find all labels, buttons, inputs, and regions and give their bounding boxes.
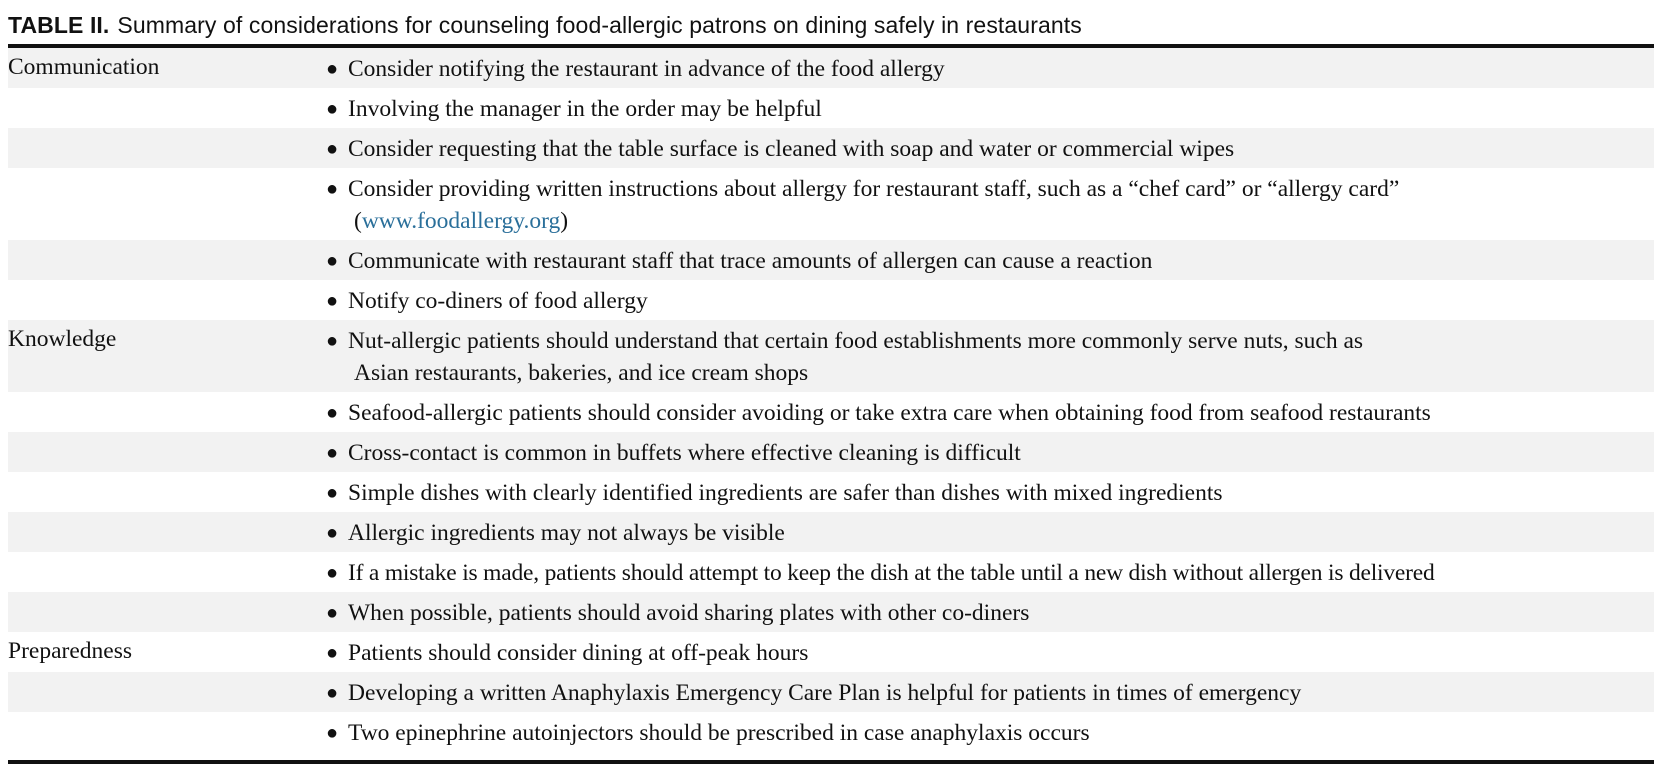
item-cell bbox=[326, 392, 1654, 432]
item-text: Seafood-allergic patients should consider avoiding or take extra care when obtaining food from seafood restaurants bbox=[348, 400, 1431, 426]
table-label: TABLE II. bbox=[8, 12, 110, 38]
item-text: Consider providing written instructions about allergy for restaurant staff, such as a “chef card” or “allergy card” bbox=[348, 176, 1400, 202]
table-row bbox=[8, 472, 1654, 512]
category-cell: Knowledge bbox=[8, 320, 326, 392]
category-cell bbox=[8, 88, 326, 128]
category-cell bbox=[8, 552, 326, 592]
item-cell bbox=[326, 320, 1654, 392]
bullet-icon: ● bbox=[326, 722, 339, 744]
item-cell bbox=[326, 432, 1654, 472]
table-figure bbox=[8, 8, 1654, 764]
table-row bbox=[8, 48, 1654, 88]
bullet-icon: ● bbox=[326, 178, 339, 200]
item-text: Developing a written Anaphylaxis Emergency Care Plan is helpful for patients in times of emergency bbox=[348, 680, 1302, 706]
bottom-rule bbox=[8, 760, 1654, 764]
item-text: Communicate with restaurant staff that trace amounts of allergen can cause a reaction bbox=[348, 248, 1153, 274]
item-text: Involving the manager in the order may be helpful bbox=[348, 96, 822, 122]
bullet-icon: ● bbox=[326, 58, 339, 80]
table-body bbox=[8, 48, 1654, 752]
item-cell bbox=[326, 472, 1654, 512]
table-row bbox=[8, 632, 1654, 672]
item-cell bbox=[326, 592, 1654, 632]
table-row bbox=[8, 280, 1654, 320]
category-cell bbox=[8, 592, 326, 632]
bullet-icon: ● bbox=[326, 98, 339, 120]
category-cell bbox=[8, 432, 326, 472]
category-cell bbox=[8, 240, 326, 280]
table-title: Summary of considerations for counseling food-allergic patrons on dining safely in restaurants bbox=[117, 12, 1082, 38]
item-cell bbox=[326, 632, 1654, 672]
item-text: When possible, patients should avoid sharing plates with other co-diners bbox=[348, 600, 1030, 626]
table-row bbox=[8, 552, 1654, 592]
item-cell bbox=[326, 672, 1654, 712]
bullet-icon: ● bbox=[326, 290, 339, 312]
bullet-icon: ● bbox=[326, 642, 339, 664]
bullet-icon: ● bbox=[326, 522, 339, 544]
category-cell bbox=[8, 128, 326, 168]
table-row bbox=[8, 88, 1654, 128]
foodallergy-link[interactable]: www.foodallergy.org bbox=[361, 208, 561, 234]
item-text: If a mistake is made, patients should attempt to keep the dish at the table until a new dish without allergen is delivered bbox=[348, 560, 1435, 586]
item-text: Consider notifying the restaurant in advance of the food allergy bbox=[348, 56, 945, 82]
item-cell bbox=[326, 128, 1654, 168]
item-cell bbox=[326, 88, 1654, 128]
category-cell bbox=[8, 512, 326, 552]
category-cell bbox=[8, 712, 326, 752]
item-text: Consider requesting that the table surface is cleaned with soap and water or commercial wipes bbox=[348, 136, 1235, 162]
table-row bbox=[8, 712, 1654, 752]
item-text: Allergic ingredients may not always be visible bbox=[348, 520, 785, 546]
item-cell bbox=[326, 280, 1654, 320]
item-cell bbox=[326, 48, 1654, 88]
link-close-paren: ) bbox=[560, 208, 569, 234]
bullet-icon: ● bbox=[326, 442, 339, 464]
item-text: Simple dishes with clearly identified ingredients are safer than dishes with mixed ingredients bbox=[348, 480, 1223, 506]
item-text-continued: Asian restaurants, bakeries, and ice cream shops bbox=[354, 360, 809, 386]
bullet-icon: ● bbox=[326, 250, 339, 272]
table-row bbox=[8, 168, 1654, 240]
item-text-block bbox=[348, 325, 1654, 389]
category-cell bbox=[8, 392, 326, 432]
table-row bbox=[8, 592, 1654, 632]
item-cell bbox=[326, 712, 1654, 752]
table-row bbox=[8, 392, 1654, 432]
bullet-icon: ● bbox=[326, 562, 339, 584]
considerations-table bbox=[8, 48, 1654, 752]
table-row bbox=[8, 512, 1654, 552]
table-row bbox=[8, 432, 1654, 472]
item-text: Patients should consider dining at off-peak hours bbox=[348, 640, 809, 666]
link-open-paren: ( bbox=[354, 208, 362, 234]
category-cell: Preparedness bbox=[8, 638, 132, 664]
table-row bbox=[8, 672, 1654, 712]
bullet-icon: ● bbox=[326, 330, 339, 352]
category-cell: Communication bbox=[8, 48, 326, 88]
category-cell bbox=[8, 672, 326, 712]
bullet-icon: ● bbox=[326, 482, 339, 504]
table-row bbox=[8, 128, 1654, 168]
item-cell bbox=[326, 512, 1654, 552]
bullet-icon: ● bbox=[326, 138, 339, 160]
item-text-block bbox=[348, 173, 1654, 237]
item-text: Two epinephrine autoinjectors should be prescribed in case anaphylaxis occurs bbox=[348, 720, 1090, 746]
table-row bbox=[8, 240, 1654, 280]
table-row bbox=[8, 320, 1654, 392]
category-cell bbox=[8, 168, 326, 240]
item-cell bbox=[326, 168, 1654, 240]
category-cell bbox=[8, 280, 326, 320]
category-cell bbox=[8, 472, 326, 512]
bullet-icon: ● bbox=[326, 402, 339, 424]
item-text: Notify co-diners of food allergy bbox=[348, 288, 648, 314]
bullet-icon: ● bbox=[326, 682, 339, 704]
table-caption bbox=[8, 8, 1654, 42]
item-text: Nut-allergic patients should understand that certain food establishments more commonly serve nuts, such as bbox=[348, 328, 1364, 354]
item-text: Cross-contact is common in buffets where effective cleaning is difficult bbox=[348, 440, 1021, 466]
item-cell bbox=[326, 240, 1654, 280]
bullet-icon: ● bbox=[326, 602, 339, 624]
item-cell bbox=[326, 552, 1654, 592]
